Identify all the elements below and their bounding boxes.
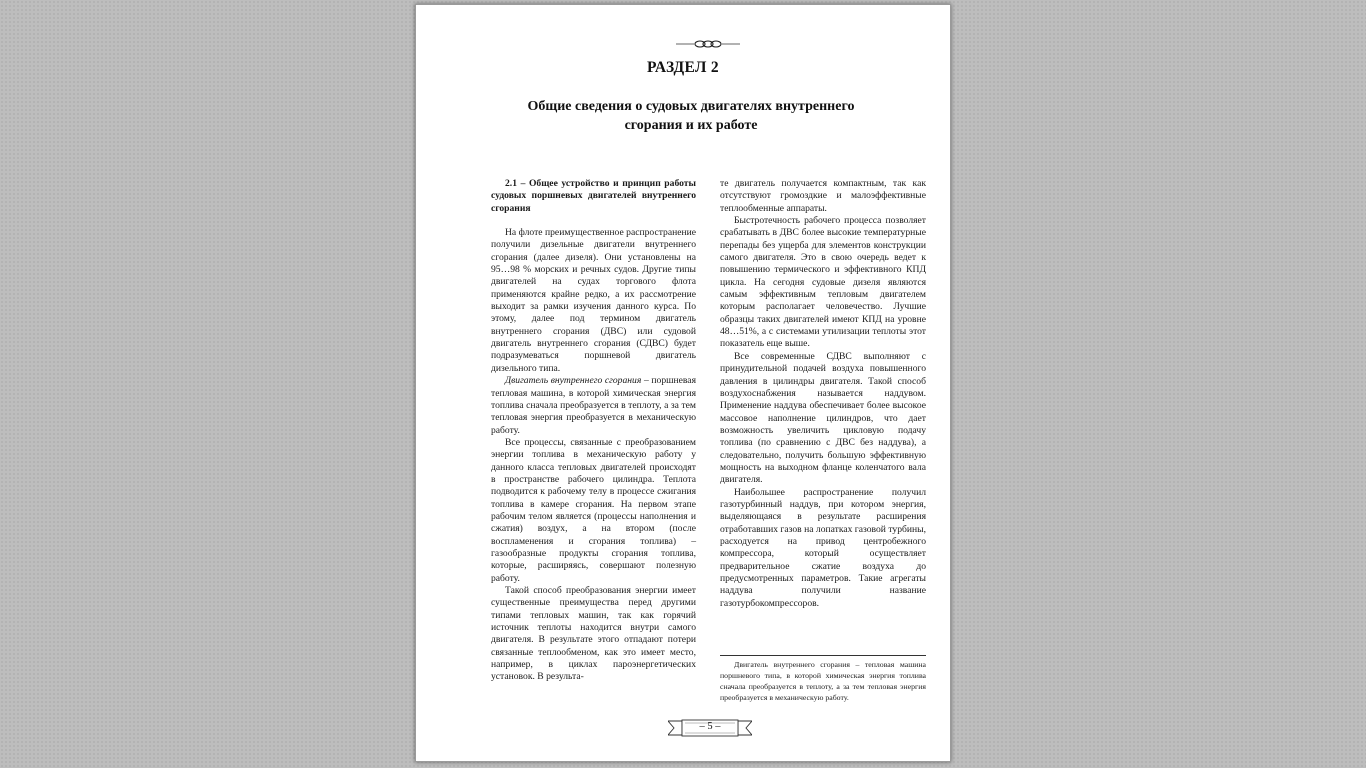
definition-paragraph [491, 375, 696, 437]
paragraph: Такой способ преобразования энергии имеет существенные преимущества перед другими типами тепловых машин, так как горячий источник теплоты находится внутри самого двигателя. В результате этого отпадают потери связанные теплообменом, как это имеет место, например, в циклах пароэнергетических установок. В результа- [491, 585, 696, 683]
footnote [720, 659, 926, 703]
paragraph-continuation: те двигатель получается компактным, так как отсутствуют громоздкие и малоэффективные теплообменные аппараты. [720, 178, 926, 214]
right-text-column [720, 178, 926, 610]
defined-term: Двигатель внутреннего сгорания [505, 375, 642, 387]
page-title: Общие сведения о судовых двигателях внутреннего сгорания и их работе [527, 99, 855, 133]
page-number-banner [668, 719, 752, 737]
paragraph: На флоте преимущественное распространение получили дизельные двигатели внутреннего сгорания (далее дизеля). Они установлены на 95…98 % морских и речных судов. Другие типы двигателей на судах торгового флота применяются крайне редко, а их рассмотрение выходит за рамки изучения данного курса. По этому, далее под термином двигатель внутреннего сгорания (ДВС) или судовой двигатель внутреннего сгорания (СДВС) будет подразумеваться поршневой двигатель дизельного типа. [491, 227, 696, 374]
paragraph: Все современные СДВС выполняют с принудительной подачей воздуха повышенного давления в цилиндры двигателя. Такой способ воздухоснабжения называется наддувом. Применение наддува обеспечивает более высокое массовое наполнение цилиндров, что дает возможность увеличить цикловую подачу топлива (по сравнению с ДВС без наддува), а следовательно, получить большую эффективную мощность на выходном фланце коленчатого вала двигателя. [720, 350, 926, 486]
chain-ornament-icon [676, 38, 740, 50]
page-number: – 5 – [699, 721, 721, 732]
left-text-column [491, 178, 696, 684]
paragraph: Наибольшее распространение получил газотурбинный наддув, при котором энергия, выделяющаяся в результате расширения отработавших газов на лопатках газовой турбины, расходуется на привод центробежного компрессора, который осуществляет предварительное сжатие воздуха до предусмотренных параметров. Такие агрегаты наддува получили название газотурбокомпрессоров. [720, 486, 926, 609]
subsection-heading: 2.1 – Общее устройство и принцип работы судовых поршневых двигателей внутреннего сгорания [491, 178, 696, 214]
section-label: РАЗДЕЛ 2 [647, 59, 719, 76]
document-page [415, 4, 951, 762]
paragraph: Быстротечность рабочего процесса позволяет срабатывать в ДВС более высокие температурные перепады без ущерба для элементов конструкции самого двигателя. Это в свою очередь ведет к повышению термического и эффективного КПД цикла. На сегодня судовые дизеля являются самым эффективным тепловым двигателем которым располагает человечество. Лучшие образцы таких двигателей имеют КПД на уровне 48…51%, а с системами утилизации теплоты этот показатель еще выше. [720, 215, 926, 350]
footnote-divider [720, 655, 926, 656]
footnote-text: Двигатель внутреннего сгорания – тепловая машина поршневого типа, в которой химическая энергия топлива сначала преобразуется в теплоту, а за тем тепловая энергия преобразуется в механическую работу. [720, 660, 926, 702]
paragraph: Все процессы, связанные с преобразованием энергии топлива в механическую работу у данного класса тепловых двигателей происходят в пространстве рабочего цилиндра. Теплота подводится к рабочему телу в процессе сжигания топлива в камере сгорания. На первом этапе рабочим телом является (процессы наполнения и сжатия) воздух, а на втором (после воспламенения и сгорания топлива) – газообразные продукты сгорания топлива, которые, расширяясь, совершают полезную работу. [491, 436, 696, 584]
definition-text: – поршневая тепловая машина, в которой химическая энергия топлива сначала преобразуется в теплоту, а за тем тепловая энергия преобразуется в механическую работу. [491, 375, 696, 436]
